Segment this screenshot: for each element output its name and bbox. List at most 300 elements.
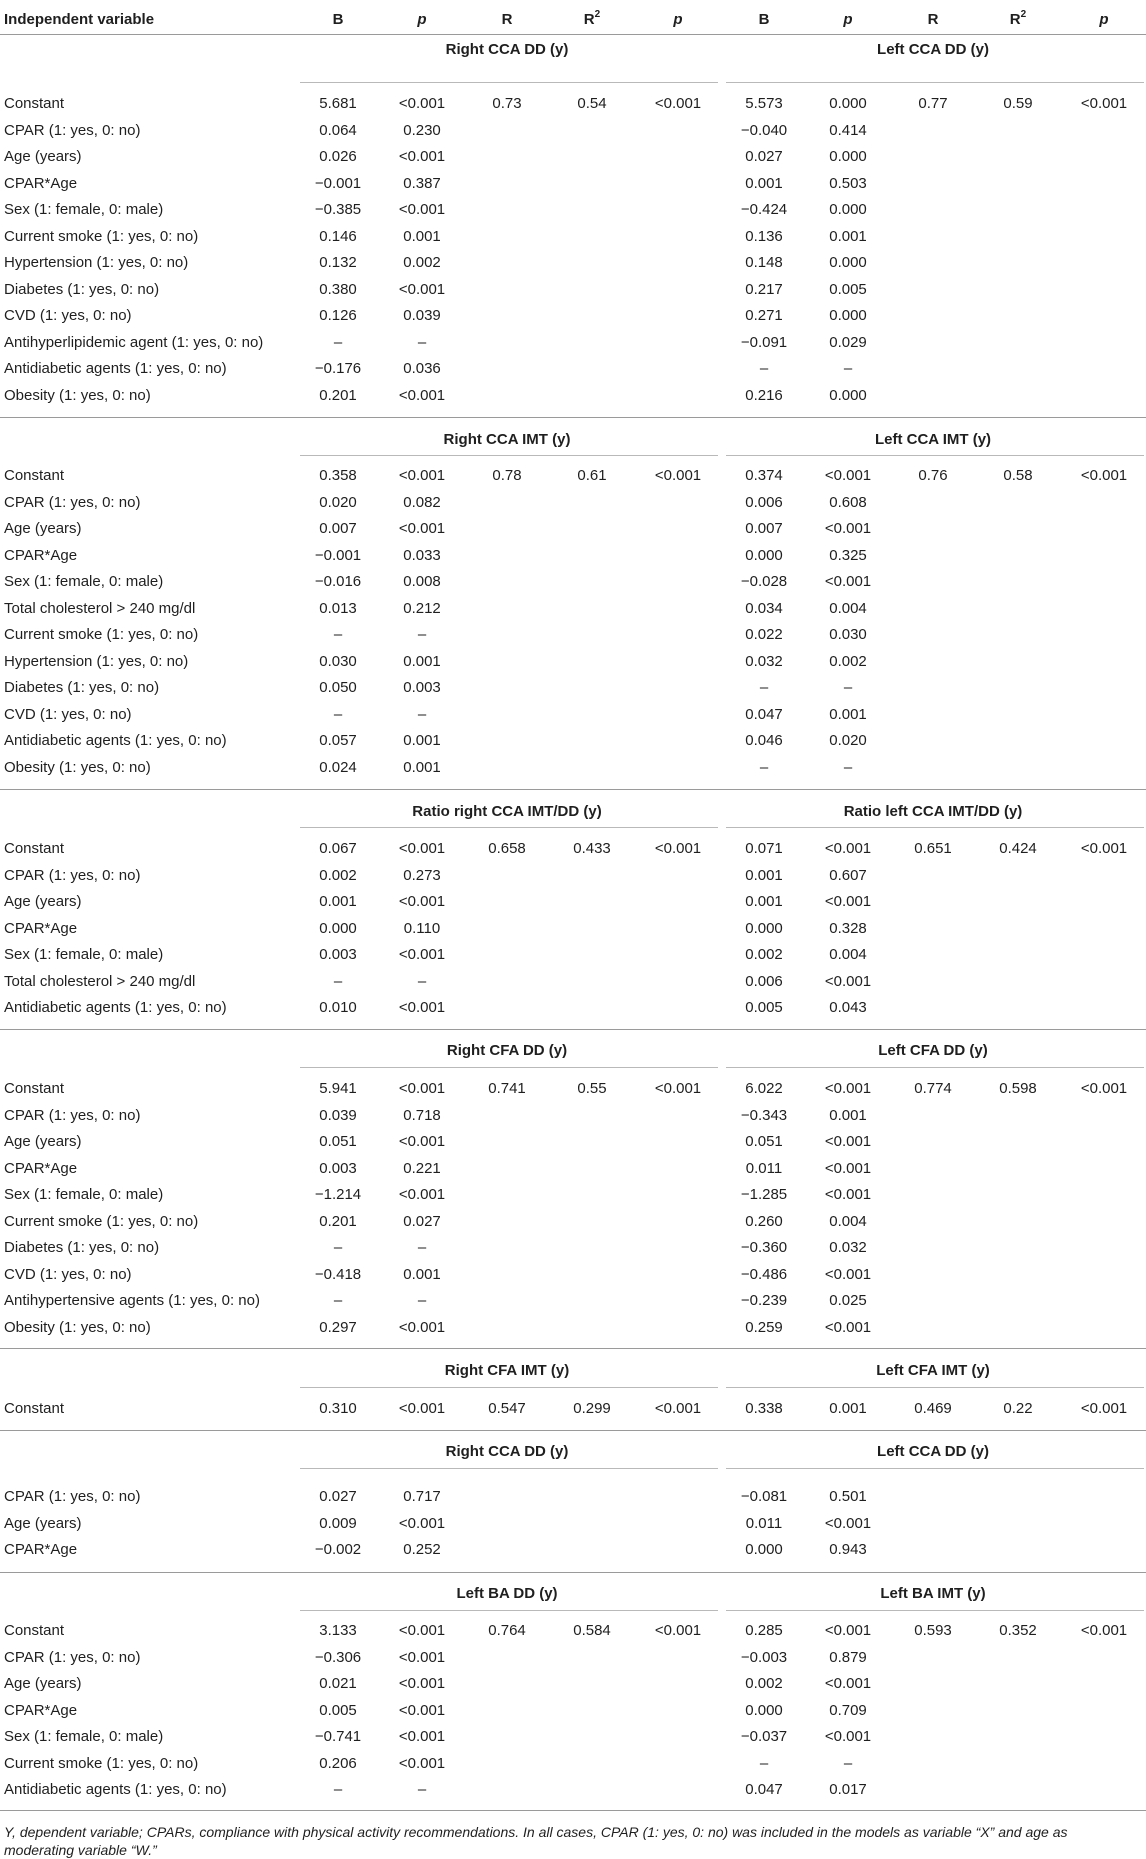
- cell-col-5: –: [759, 758, 769, 776]
- cell-col-2: 0.73: [492, 95, 522, 112]
- cell-col-6: 0.020: [829, 732, 867, 749]
- cell-col-1: 0.718: [403, 1106, 441, 1124]
- cell-col-5: 0.071: [745, 840, 783, 857]
- header-col-2: [502, 10, 513, 30]
- cell-col-1: –: [417, 626, 427, 643]
- cell-col-6: 0.001: [829, 1106, 867, 1124]
- row-variable: CPAR*Age: [4, 546, 78, 564]
- section-bottom-rule: [0, 1029, 1146, 1030]
- cell-col-0: 0.067: [319, 840, 357, 857]
- row-variable: CPAR (1: yes, 0: no): [4, 493, 141, 511]
- section-title-left: Ratio right CCA IMT/DD (y): [412, 803, 602, 820]
- cell-col-0: −0.306: [314, 1648, 362, 1666]
- cell-col-0: −0.001: [314, 174, 362, 192]
- cell-col-8: 0.22: [1003, 1400, 1033, 1417]
- section-title-underline: [726, 1468, 1144, 1469]
- cell-col-6: <0.001: [824, 1080, 872, 1097]
- section-title-right: Left BA IMT (y): [880, 1585, 986, 1602]
- header-col-label: R: [583, 11, 595, 28]
- header-col-4: [673, 10, 682, 30]
- cell-col-1: 0.003: [403, 679, 441, 696]
- cell-col-6: 0.001: [829, 705, 867, 723]
- row-variable: Sex (1: female, 0: male): [4, 1186, 164, 1203]
- cell-col-0: 0.146: [319, 227, 357, 245]
- cell-col-1: <0.001: [398, 946, 446, 963]
- cell-col-6: 0.030: [829, 626, 867, 643]
- cell-col-1: 0.212: [403, 599, 441, 617]
- cell-col-0: 0.026: [319, 148, 357, 165]
- cell-col-8: 0.598: [999, 1080, 1037, 1097]
- row-variable: CPAR*Age: [4, 174, 78, 192]
- cell-col-9: <0.001: [1080, 1080, 1128, 1097]
- cell-col-6: 0.000: [829, 254, 867, 271]
- cell-col-0: 3.133: [319, 1622, 357, 1639]
- cell-col-1: 0.036: [403, 360, 441, 377]
- cell-col-9: <0.001: [1080, 95, 1128, 112]
- cell-col-3: 0.299: [573, 1400, 611, 1417]
- row-variable: Sex (1: female, 0: male): [4, 201, 164, 218]
- header-col-label: p: [417, 11, 427, 28]
- row-variable: CVD (1: yes, 0: no): [4, 1265, 132, 1283]
- cell-col-4: <0.001: [654, 840, 702, 857]
- row-variable: Antidiabetic agents (1: yes, 0: no): [4, 1781, 227, 1798]
- row-variable: Age (years): [4, 520, 82, 537]
- row-variable: Hypertension (1: yes, 0: no): [4, 652, 189, 670]
- cell-col-6: 0.004: [829, 1212, 867, 1230]
- cell-col-5: 0.217: [745, 280, 783, 298]
- cell-col-0: 0.064: [319, 121, 357, 139]
- cell-col-5: 0.374: [745, 467, 783, 484]
- cell-col-6: 0.004: [829, 946, 867, 963]
- cell-col-1: <0.001: [398, 1728, 446, 1745]
- header-rule: [0, 34, 1146, 35]
- cell-col-6: 0.001: [829, 227, 867, 245]
- row-variable: Antihyperlipidemic agent (1: yes, 0: no): [4, 333, 264, 351]
- row-variable: CPAR (1: yes, 0: no): [4, 1106, 141, 1124]
- row-variable: Hypertension (1: yes, 0: no): [4, 254, 189, 271]
- section-title-right: Left CCA DD (y): [877, 1443, 989, 1460]
- cell-col-6: <0.001: [824, 893, 872, 910]
- section-title-underline: [300, 1468, 718, 1469]
- cell-col-0: 0.050: [319, 679, 357, 696]
- cell-col-5: 0.259: [745, 1318, 783, 1336]
- row-variable: Antidiabetic agents (1: yes, 0: no): [4, 732, 227, 749]
- cell-col-6: <0.001: [824, 840, 872, 857]
- cell-col-0: 0.013: [319, 599, 357, 617]
- cell-col-6: 0.000: [829, 307, 867, 324]
- cell-col-5: 0.271: [745, 307, 783, 324]
- section-title-right: Left CCA DD (y): [877, 41, 989, 58]
- cell-col-6: –: [843, 360, 853, 377]
- cell-col-4: <0.001: [654, 467, 702, 484]
- cell-col-1: 0.001: [403, 1265, 441, 1283]
- cell-col-1: 0.230: [403, 121, 441, 139]
- cell-col-6: 0.325: [829, 546, 867, 564]
- cell-col-1: 0.002: [403, 254, 441, 271]
- cell-col-0: 0.024: [319, 758, 357, 776]
- cell-col-7: 0.469: [914, 1400, 952, 1417]
- cell-col-0: 0.201: [319, 1212, 357, 1230]
- cell-col-6: 0.043: [829, 999, 867, 1016]
- cell-col-5: 0.006: [745, 493, 783, 511]
- row-variable: Current smoke (1: yes, 0: no): [4, 1754, 199, 1772]
- section-title-underline: [300, 1387, 718, 1388]
- cell-col-3: 0.584: [573, 1622, 611, 1639]
- cell-col-5: 0.002: [745, 946, 783, 963]
- cell-col-6: 0.328: [829, 919, 867, 937]
- cell-col-6: 0.879: [829, 1648, 867, 1666]
- cell-col-5: 0.011: [745, 1159, 783, 1177]
- cell-col-7: 0.651: [914, 840, 952, 857]
- cell-col-6: <0.001: [824, 1622, 872, 1639]
- cell-col-6: <0.001: [824, 467, 872, 484]
- row-variable: Obesity (1: yes, 0: no): [4, 386, 151, 404]
- row-variable: Constant: [4, 95, 65, 112]
- cell-col-5: 0.000: [745, 1701, 783, 1719]
- section-bottom-rule: [0, 417, 1146, 418]
- row-variable: Constant: [4, 840, 65, 857]
- cell-col-2: 0.741: [488, 1080, 526, 1097]
- cell-col-6: –: [843, 679, 853, 696]
- row-variable: Current smoke (1: yes, 0: no): [4, 626, 199, 643]
- cell-col-1: 0.033: [403, 546, 441, 564]
- cell-col-4: <0.001: [654, 95, 702, 112]
- cell-col-6: <0.001: [824, 1133, 872, 1150]
- cell-col-1: 0.082: [403, 493, 441, 511]
- section-bottom-rule: [0, 1348, 1146, 1349]
- row-variable: Age (years): [4, 1675, 82, 1692]
- section-bottom-rule: [0, 789, 1146, 790]
- cell-col-1: –: [417, 1292, 427, 1309]
- cell-col-1: 0.008: [403, 573, 441, 590]
- cell-col-6: 0.607: [829, 866, 867, 884]
- cell-col-6: 0.608: [829, 493, 867, 511]
- cell-col-1: <0.001: [398, 1318, 446, 1336]
- cell-col-1: <0.001: [398, 1675, 446, 1692]
- header-col-9: [1099, 10, 1108, 30]
- cell-col-4: <0.001: [654, 1400, 702, 1417]
- cell-col-0: 0.005: [319, 1701, 357, 1719]
- cell-col-5: 5.573: [745, 95, 783, 112]
- row-variable: Sex (1: female, 0: male): [4, 573, 164, 590]
- cell-col-0: 0.297: [319, 1318, 357, 1336]
- cell-col-0: 0.030: [319, 652, 357, 670]
- cell-col-5: 0.006: [745, 972, 783, 990]
- row-variable: Diabetes (1: yes, 0: no): [4, 679, 160, 696]
- cell-col-0: –: [333, 1781, 343, 1798]
- cell-col-5: 0.136: [745, 227, 783, 245]
- row-variable: Age (years): [4, 1133, 82, 1150]
- cell-col-5: 0.001: [745, 174, 783, 192]
- cell-col-5: 0.047: [745, 705, 783, 723]
- cell-col-7: 0.593: [914, 1622, 952, 1639]
- cell-col-0: –: [333, 333, 343, 351]
- row-variable: Antihypertensive agents (1: yes, 0: no): [4, 1292, 260, 1309]
- cell-col-5: −0.081: [740, 1488, 788, 1505]
- row-variable: CPAR*Age: [4, 1701, 78, 1719]
- cell-col-5: −0.486: [740, 1265, 788, 1283]
- cell-col-0: 0.009: [319, 1514, 357, 1532]
- cell-col-8: 0.59: [1003, 95, 1033, 112]
- cell-col-0: –: [333, 972, 343, 990]
- cell-col-1: <0.001: [398, 280, 446, 298]
- cell-col-5: 0.000: [745, 919, 783, 937]
- cell-col-0: 0.380: [319, 280, 357, 298]
- cell-col-1: <0.001: [398, 999, 446, 1016]
- cell-col-6: 0.000: [829, 148, 867, 165]
- cell-col-6: <0.001: [824, 1318, 872, 1336]
- section-title-underline: [726, 827, 1144, 828]
- cell-col-6: 0.943: [829, 1541, 867, 1558]
- cell-col-1: 0.039: [403, 307, 441, 324]
- cell-col-6: <0.001: [824, 972, 872, 990]
- header-col-0: [333, 10, 344, 30]
- cell-col-6: 0.002: [829, 652, 867, 670]
- cell-col-7: 0.76: [918, 467, 948, 484]
- cell-col-0: –: [333, 705, 343, 723]
- cell-col-5: −0.091: [740, 333, 788, 351]
- row-variable: CPAR (1: yes, 0: no): [4, 866, 141, 884]
- cell-col-5: 6.022: [745, 1080, 783, 1097]
- cell-col-6: 0.503: [829, 174, 867, 192]
- cell-col-4: <0.001: [654, 1622, 702, 1639]
- cell-col-0: 0.021: [319, 1675, 357, 1692]
- cell-col-0: 0.003: [319, 946, 357, 963]
- row-variable: CPAR*Age: [4, 919, 78, 937]
- cell-col-6: <0.001: [824, 520, 872, 537]
- cell-col-1: 0.027: [403, 1212, 441, 1230]
- cell-col-6: 0.000: [829, 201, 867, 218]
- cell-col-4: <0.001: [654, 1080, 702, 1097]
- header-col-label: R: [927, 11, 939, 28]
- cell-col-0: –: [333, 1292, 343, 1309]
- cell-col-1: <0.001: [398, 386, 446, 404]
- cell-col-0: 5.681: [319, 95, 357, 112]
- cell-col-5: 0.011: [745, 1514, 783, 1532]
- cell-col-5: 0.216: [745, 386, 783, 404]
- cell-col-1: 0.001: [403, 652, 441, 670]
- cell-col-6: <0.001: [824, 1514, 872, 1532]
- cell-col-0: −0.385: [314, 201, 362, 218]
- cell-col-6: 0.414: [829, 121, 867, 139]
- section-title-right: Left CCA IMT (y): [874, 431, 992, 448]
- cell-col-0: 0.027: [319, 1488, 357, 1505]
- cell-col-6: –: [843, 758, 853, 776]
- cell-col-5: 0.001: [745, 866, 783, 884]
- cell-col-6: <0.001: [824, 1159, 872, 1177]
- cell-col-9: <0.001: [1080, 1400, 1128, 1417]
- row-variable: Age (years): [4, 893, 82, 910]
- section-title-right: Ratio left CCA IMT/DD (y): [843, 803, 1023, 820]
- cell-col-5: −0.239: [740, 1292, 788, 1309]
- header-col-label: p: [1099, 11, 1109, 28]
- cell-col-1: <0.001: [398, 1701, 446, 1719]
- header-col-label: B: [758, 11, 770, 28]
- cell-col-6: 0.025: [829, 1292, 867, 1309]
- cell-col-1: <0.001: [398, 1400, 446, 1417]
- cell-col-5: −0.028: [740, 573, 788, 590]
- header-col-label: R: [1009, 11, 1021, 28]
- header-col-8: [1010, 10, 1026, 30]
- cell-col-0: −1.214: [314, 1186, 362, 1203]
- cell-col-0: −0.002: [314, 1541, 362, 1558]
- header-col-label: p: [843, 11, 853, 28]
- cell-col-6: 0.004: [829, 599, 867, 617]
- cell-col-1: <0.001: [398, 95, 446, 112]
- cell-col-7: 0.77: [918, 95, 948, 112]
- cell-col-2: 0.78: [492, 467, 522, 484]
- cell-col-2: 0.547: [488, 1400, 526, 1417]
- cell-col-5: 0.046: [745, 732, 783, 749]
- cell-col-5: –: [759, 679, 769, 696]
- cell-col-6: <0.001: [824, 1675, 872, 1692]
- cell-col-0: –: [333, 1239, 343, 1256]
- cell-col-1: 0.001: [403, 732, 441, 749]
- cell-col-6: 0.000: [829, 386, 867, 404]
- cell-col-1: 0.387: [403, 174, 441, 192]
- cell-col-1: 0.221: [403, 1159, 441, 1177]
- section-bottom-rule: [0, 1430, 1146, 1431]
- section-title-underline: [300, 1610, 718, 1611]
- cell-col-6: 0.017: [829, 1781, 867, 1798]
- cell-col-0: 0.126: [319, 307, 357, 324]
- cell-col-5: −0.424: [740, 201, 788, 218]
- header-col-superscript: 2: [1020, 9, 1027, 20]
- cell-col-5: 0.007: [745, 520, 783, 537]
- section-title-underline: [726, 1387, 1144, 1388]
- row-variable: Antidiabetic agents (1: yes, 0: no): [4, 360, 227, 377]
- cell-col-6: 0.032: [829, 1239, 867, 1256]
- cell-col-8: 0.58: [1003, 467, 1033, 484]
- row-variable: Age (years): [4, 148, 82, 165]
- section-title-underline: [300, 455, 718, 456]
- cell-col-0: −0.016: [314, 573, 362, 590]
- cell-col-0: −0.741: [314, 1728, 362, 1745]
- section-title-underline: [726, 1067, 1144, 1068]
- header-col-1: [417, 10, 426, 30]
- cell-col-5: 0.000: [745, 546, 783, 564]
- row-variable: Obesity (1: yes, 0: no): [4, 758, 151, 776]
- section-title-left: Left BA DD (y): [456, 1585, 558, 1602]
- cell-col-0: −0.418: [314, 1265, 362, 1283]
- cell-col-2: 0.658: [488, 840, 526, 857]
- cell-col-5: 0.260: [745, 1212, 783, 1230]
- cell-col-1: <0.001: [398, 893, 446, 910]
- cell-col-5: −0.040: [740, 121, 788, 139]
- row-variable: Constant: [4, 1622, 65, 1639]
- header-col-superscript: 2: [594, 9, 601, 20]
- cell-col-0: 0.000: [319, 919, 357, 937]
- section-title-right: Left CFA IMT (y): [876, 1362, 990, 1379]
- row-variable: CPAR (1: yes, 0: no): [4, 1648, 141, 1666]
- row-variable: CPAR*Age: [4, 1159, 78, 1177]
- cell-col-5: −0.360: [740, 1239, 788, 1256]
- cell-col-5: −0.003: [740, 1648, 788, 1666]
- header-col-7: [928, 10, 939, 30]
- row-variable: Constant: [4, 1080, 65, 1097]
- cell-col-1: 0.001: [403, 227, 441, 245]
- row-variable: Sex (1: female, 0: male): [4, 1728, 164, 1745]
- cell-col-5: –: [759, 360, 769, 377]
- cell-col-3: 0.55: [577, 1080, 607, 1097]
- row-variable: Diabetes (1: yes, 0: no): [4, 1239, 160, 1256]
- cell-col-6: 0.001: [829, 1400, 867, 1417]
- cell-col-0: 0.003: [319, 1159, 357, 1177]
- table-footnote: Y, dependent variable; CPARs, compliance with physical activity recommendations. In all cases, CPAR (1: yes, 0: no) was included in the models as variable “X” and age as moderating variable “W.”: [4, 1824, 1068, 1858]
- section-title-underline: [726, 82, 1144, 83]
- row-variable: Obesity (1: yes, 0: no): [4, 1318, 151, 1336]
- cell-col-0: 0.001: [319, 893, 357, 910]
- row-variable: Current smoke (1: yes, 0: no): [4, 1212, 199, 1230]
- section-title-left: Right CFA IMT (y): [444, 1362, 570, 1379]
- row-variable: Total cholesterol > 240 mg/dl: [4, 972, 196, 990]
- cell-col-5: 0.001: [745, 893, 783, 910]
- section-title-left: Right CCA IMT (y): [443, 431, 571, 448]
- cell-col-6: 0.709: [829, 1701, 867, 1719]
- cell-col-1: <0.001: [398, 201, 446, 218]
- cell-col-0: 0.132: [319, 254, 357, 271]
- cell-col-0: 0.002: [319, 866, 357, 884]
- header-col-6: [843, 10, 852, 30]
- section-title-underline: [300, 827, 718, 828]
- cell-col-8: 0.424: [999, 840, 1037, 857]
- cell-col-0: 0.057: [319, 732, 357, 749]
- table-bottom-rule: [0, 1810, 1146, 1811]
- cell-col-0: –: [333, 626, 343, 643]
- cell-col-0: −0.001: [314, 546, 362, 564]
- cell-col-1: <0.001: [398, 148, 446, 165]
- cell-col-8: 0.352: [999, 1622, 1037, 1639]
- cell-col-0: 0.358: [319, 467, 357, 484]
- header-col-3: [584, 10, 600, 30]
- cell-col-1: <0.001: [398, 840, 446, 857]
- row-variable: Sex (1: female, 0: male): [4, 946, 164, 963]
- section-title-left: Right CFA DD (y): [446, 1042, 568, 1059]
- cell-col-1: <0.001: [398, 1754, 446, 1772]
- cell-col-1: <0.001: [398, 1514, 446, 1532]
- cell-col-0: 0.310: [319, 1400, 357, 1417]
- row-variable: CPAR (1: yes, 0: no): [4, 121, 141, 139]
- cell-col-1: <0.001: [398, 1648, 446, 1666]
- cell-col-6: 0.005: [829, 280, 867, 298]
- cell-col-1: –: [417, 333, 427, 351]
- cell-col-5: –: [759, 1754, 769, 1772]
- cell-col-6: 0.029: [829, 333, 867, 351]
- row-variable: Age (years): [4, 1514, 82, 1532]
- row-variable: Total cholesterol > 240 mg/dl: [4, 599, 196, 617]
- header-col-5: [759, 10, 770, 30]
- cell-col-6: <0.001: [824, 1265, 872, 1283]
- cell-col-3: 0.433: [573, 840, 611, 857]
- cell-col-6: –: [843, 1754, 853, 1772]
- cell-col-9: <0.001: [1080, 1622, 1128, 1639]
- cell-col-5: 0.285: [745, 1622, 783, 1639]
- cell-col-0: 0.201: [319, 386, 357, 404]
- cell-col-1: –: [417, 705, 427, 723]
- cell-col-1: 0.110: [403, 919, 441, 937]
- cell-col-1: <0.001: [398, 467, 446, 484]
- row-variable: CVD (1: yes, 0: no): [4, 307, 132, 324]
- cell-col-1: <0.001: [398, 520, 446, 537]
- cell-col-6: 0.000: [829, 95, 867, 112]
- cell-col-5: 0.002: [745, 1675, 783, 1692]
- cell-col-5: 0.027: [745, 148, 783, 165]
- cell-col-1: 0.273: [403, 866, 441, 884]
- cell-col-3: 0.54: [577, 95, 607, 112]
- header-col-label: B: [332, 11, 344, 28]
- cell-col-1: <0.001: [398, 1080, 446, 1097]
- cell-col-1: –: [417, 1781, 427, 1798]
